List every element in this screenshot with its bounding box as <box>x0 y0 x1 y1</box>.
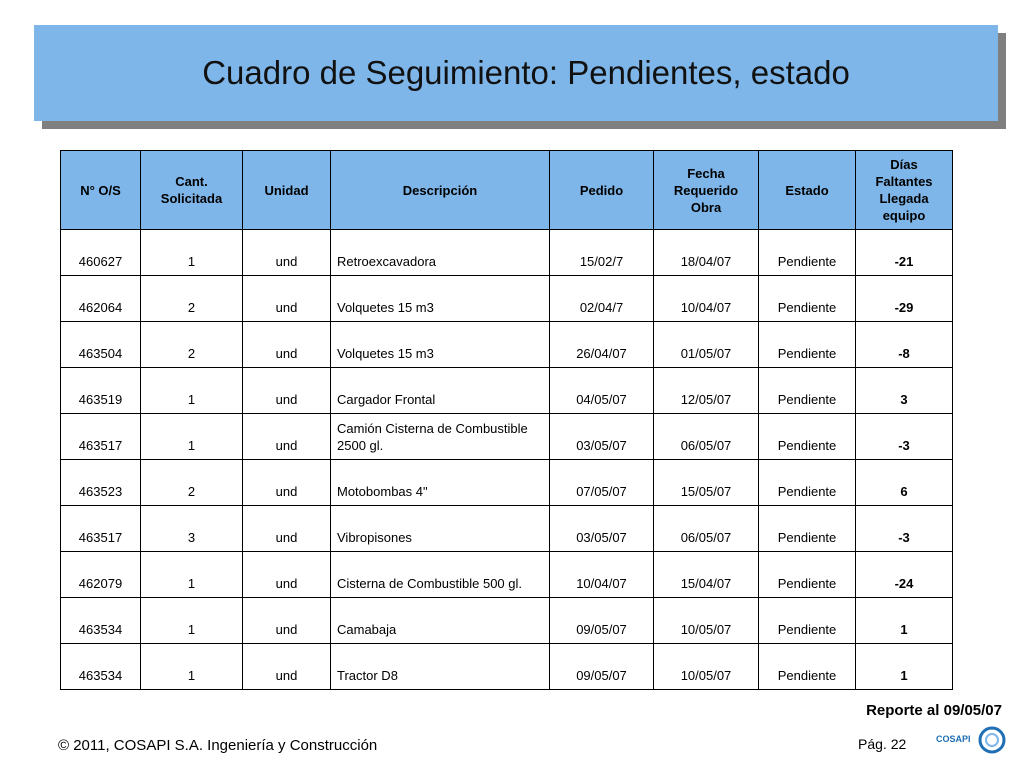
cell-cant: 1 <box>141 598 243 644</box>
header-unidad: Unidad <box>243 151 331 230</box>
header-pedido: Pedido <box>550 151 654 230</box>
cell-os: 463517 <box>61 506 141 552</box>
cell-os: 462079 <box>61 552 141 598</box>
cell-unidad: und <box>243 552 331 598</box>
cell-desc: Tractor D8 <box>331 644 550 690</box>
cell-estado: Pendiente <box>759 230 856 276</box>
cell-desc: Volquetes 15 m3 <box>331 322 550 368</box>
cell-estado: Pendiente <box>759 368 856 414</box>
cell-desc: Cargador Frontal <box>331 368 550 414</box>
cell-pedido: 03/05/07 <box>550 414 654 460</box>
table-header-row <box>61 151 953 230</box>
cell-os: 460627 <box>61 230 141 276</box>
cell-unidad: und <box>243 414 331 460</box>
cell-pedido: 04/05/07 <box>550 368 654 414</box>
cell-unidad: und <box>243 230 331 276</box>
cell-fecha: 10/04/07 <box>654 276 759 322</box>
cell-desc: Vibropisones <box>331 506 550 552</box>
cell-os: 463517 <box>61 414 141 460</box>
cell-dias: 1 <box>856 598 953 644</box>
cell-dias: 6 <box>856 460 953 506</box>
cell-fecha: 15/04/07 <box>654 552 759 598</box>
table-row <box>61 506 953 552</box>
cell-fecha: 12/05/07 <box>654 368 759 414</box>
cell-cant: 1 <box>141 368 243 414</box>
table-row <box>61 644 953 690</box>
cell-os: 463534 <box>61 644 141 690</box>
page-number: Pág. 22 <box>858 736 907 752</box>
cosapi-logo-icon <box>934 724 1010 756</box>
table-row <box>61 368 953 414</box>
cell-os: 463519 <box>61 368 141 414</box>
cell-dias: -21 <box>856 230 953 276</box>
cell-pedido: 07/05/07 <box>550 460 654 506</box>
logo-text: COSAPI <box>936 734 971 744</box>
cell-desc: Retroexcavadora <box>331 230 550 276</box>
cell-desc: Camabaja <box>331 598 550 644</box>
cell-dias: -3 <box>856 506 953 552</box>
cell-dias: -3 <box>856 414 953 460</box>
cell-estado: Pendiente <box>759 322 856 368</box>
header-dias: Días Faltantes Llegada equipo <box>856 151 953 230</box>
cell-dias: -24 <box>856 552 953 598</box>
cell-estado: Pendiente <box>759 460 856 506</box>
cell-cant: 2 <box>141 460 243 506</box>
table-row <box>61 460 953 506</box>
cell-pedido: 26/04/07 <box>550 322 654 368</box>
cell-dias: 3 <box>856 368 953 414</box>
footer-copyright: © 2011, COSAPI S.A. Ingeniería y Construcción <box>58 737 378 754</box>
header-cant: Cant. Solicitada <box>141 151 243 230</box>
cell-pedido: 02/04/7 <box>550 276 654 322</box>
cell-unidad: und <box>243 644 331 690</box>
cell-fecha: 10/05/07 <box>654 644 759 690</box>
cell-cant: 1 <box>141 414 243 460</box>
logo-inner-ring <box>986 734 998 746</box>
cell-cant: 1 <box>141 644 243 690</box>
table-row <box>61 276 953 322</box>
cell-estado: Pendiente <box>759 644 856 690</box>
cell-pedido: 09/05/07 <box>550 598 654 644</box>
cell-pedido: 15/02/7 <box>550 230 654 276</box>
cell-os: 463504 <box>61 322 141 368</box>
title-banner <box>34 25 998 121</box>
cell-dias: -8 <box>856 322 953 368</box>
cell-pedido: 10/04/07 <box>550 552 654 598</box>
table-row <box>61 552 953 598</box>
cell-unidad: und <box>243 276 331 322</box>
header-fecha: Fecha Requerido Obra <box>654 151 759 230</box>
table-row <box>61 322 953 368</box>
cell-unidad: und <box>243 322 331 368</box>
cell-unidad: und <box>243 506 331 552</box>
header-os: N° O/S <box>61 151 141 230</box>
table-row <box>61 598 953 644</box>
table-row <box>61 230 953 276</box>
cell-os: 463534 <box>61 598 141 644</box>
cell-unidad: und <box>243 460 331 506</box>
cell-estado: Pendiente <box>759 506 856 552</box>
cell-cant: 2 <box>141 276 243 322</box>
cell-os: 463523 <box>61 460 141 506</box>
page-title: Cuadro de Seguimiento: Pendientes, estado <box>202 54 850 91</box>
cell-pedido: 03/05/07 <box>550 506 654 552</box>
header-estado: Estado <box>759 151 856 230</box>
cell-unidad: und <box>243 598 331 644</box>
cell-cant: 2 <box>141 322 243 368</box>
cell-estado: Pendiente <box>759 598 856 644</box>
cell-fecha: 18/04/07 <box>654 230 759 276</box>
cell-desc: Camión Cisterna de Combustible 2500 gl. <box>331 414 550 460</box>
pending-status-table <box>60 150 953 690</box>
cell-desc: Volquetes 15 m3 <box>331 276 550 322</box>
cell-fecha: 01/05/07 <box>654 322 759 368</box>
cell-pedido: 09/05/07 <box>550 644 654 690</box>
cell-fecha: 06/05/07 <box>654 414 759 460</box>
cell-estado: Pendiente <box>759 276 856 322</box>
cell-desc: Motobombas 4" <box>331 460 550 506</box>
cell-desc: Cisterna de Combustible 500 gl. <box>331 552 550 598</box>
cell-os: 462064 <box>61 276 141 322</box>
cell-fecha: 10/05/07 <box>654 598 759 644</box>
cell-cant: 1 <box>141 552 243 598</box>
cell-fecha: 06/05/07 <box>654 506 759 552</box>
cell-cant: 1 <box>141 230 243 276</box>
cell-cant: 3 <box>141 506 243 552</box>
cell-estado: Pendiente <box>759 414 856 460</box>
cell-unidad: und <box>243 368 331 414</box>
report-date: Reporte al 09/05/07 <box>866 702 1002 719</box>
cell-estado: Pendiente <box>759 552 856 598</box>
table-row <box>61 414 953 460</box>
header-descripcion: Descripción <box>331 151 550 230</box>
cell-dias: 1 <box>856 644 953 690</box>
cell-fecha: 15/05/07 <box>654 460 759 506</box>
cell-dias: -29 <box>856 276 953 322</box>
logo-ring <box>980 728 1004 752</box>
